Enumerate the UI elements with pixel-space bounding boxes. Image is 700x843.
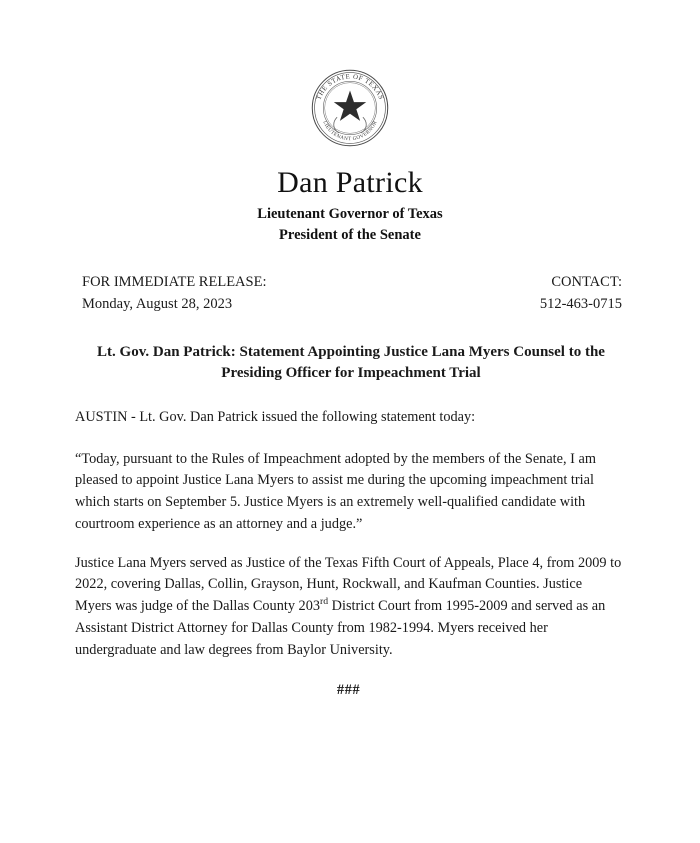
- release-label: FOR IMMEDIATE RELEASE:: [82, 274, 267, 291]
- contact-label: CONTACT:: [551, 274, 622, 291]
- bio-paragraph: [75, 553, 622, 662]
- lead-paragraph: AUSTIN - Lt. Gov. Dan Patrick issued the following statement today:: [75, 409, 476, 426]
- release-info: [82, 272, 266, 316]
- masthead: [0, 166, 700, 246]
- contact-info: [540, 272, 622, 316]
- body-content: [75, 407, 622, 701]
- end-mark: ###: [336, 682, 361, 699]
- quote-paragraph: “Today, pursuant to the Rules of Impeachment adopted by the members of the Senate, I am pleased to appoint Justice Lana Myers to assist me during the upcoming impeachment trial which starts on September 5. Justice Myers is an extremely well-qualified candidate with courtroom experience as an attorney and a judge.”: [75, 450, 596, 532]
- release-date: Monday, August 28, 2023: [82, 295, 233, 312]
- bio-text-part-1: Justice Lana Myers served as Justice of the Texas Fifth Court of Appeals, Place 4, from 2009 to 2022, covering Dallas, Collin, Grayson, Hunt, Rockwall, and Kaufman Counties. Justice Myers was judge of the Dallas County 203: [75, 554, 622, 615]
- headline: Lt. Gov. Dan Patrick: Statement Appointing Justice Lana Myers Counsel to the Presiding Officer for Impeachment Trial: [97, 343, 605, 382]
- seal-container: [0, 0, 700, 154]
- page-title: Dan Patrick: [277, 166, 423, 199]
- release-meta: [82, 272, 622, 316]
- bio-text-part-2: District Court from 1995-2009 and served as an Assistant District Attorney for Dallas County from 1982-1994. Myers received her undergraduate and law degrees from Baylor University.: [75, 598, 606, 658]
- svg-text:LIEUTENANT GOVERNOR: LIEUTENANT GOVERNOR: [321, 119, 379, 143]
- office-title-line-1: Lieutenant Governor of Texas: [257, 206, 443, 222]
- bio-ordinal-suffix: rd: [320, 596, 329, 608]
- svg-text:THE STATE OF TEXAS: THE STATE OF TEXAS: [315, 73, 385, 102]
- contact-phone: 512-463-0715: [539, 295, 622, 312]
- texas-state-seal-icon: [304, 62, 396, 154]
- office-title-line-2: President of the Senate: [279, 227, 421, 244]
